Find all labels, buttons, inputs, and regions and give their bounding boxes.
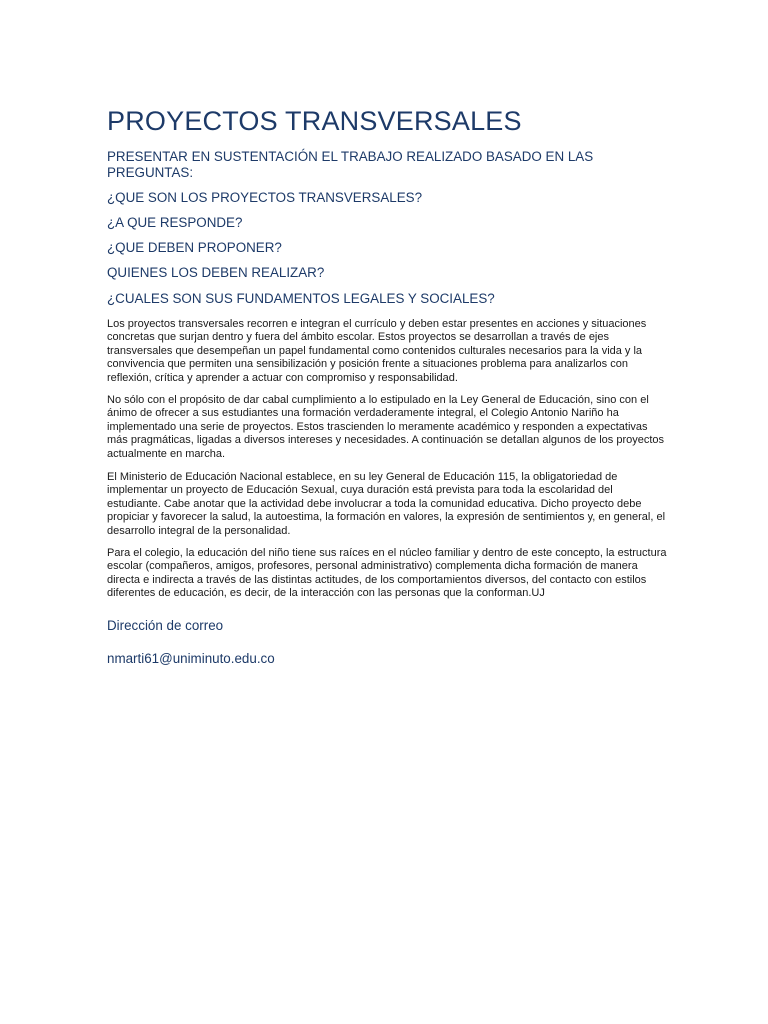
paragraph-2: No sólo con el propósito de dar cabal cumplimiento a lo estipulado en la Ley General de Educación, sino con el ánimo de ofrecer a sus estudiantes una formación verdaderamente integral, el Colegio Antonio Nariño ha implementado una serie de proyectos. Estos trascienden lo meramente académico y responden a expectativas más pragmáticas, ligadas a diversos intereses y necesidades. A continuación se detallan algunos de los proyectos actualmente en marcha. bbox=[107, 394, 665, 460]
question-3: ¿QUE DEBEN PROPONER? bbox=[107, 240, 282, 255]
paragraph-3: El Ministerio de Educación Nacional establece, en su ley General de Educación 115, la obligatoriedad de implementar un proyecto de Educación Sexual, cuya duración está prevista para toda la escolaridad del estudiante. Cabe anotar que la actividad debe involucrar a toda la comunidad educativa. Dicho proyecto debe propiciar y favorecer la salud, la autoestima, la formación en valores, la expresión de sentimientos y, en general, el desarrollo integral de la personalidad. bbox=[107, 471, 666, 537]
contact-email: nmarti61@uniminuto.edu.co bbox=[107, 651, 275, 666]
paragraph-4: Para el colegio, la educación del niño tiene sus raíces en el núcleo familiar y dentro de este concepto, la estructura escolar (compañeros, amigos, profesores, personal administrativo) complementa dicha formación de manera directa e indirecta a través de las distintas actitudes, de los comportamientos diversos, del contacto con estilos diferentes de educación, es decir, de la interacción con las personas que la conforman.UJ bbox=[107, 547, 667, 600]
subtitle: PRESENTAR EN SUSTENTACIÓN EL TRABAJO REALIZADO BASADO EN LAS PREGUNTAS: bbox=[107, 149, 594, 180]
contact-label: Dirección de correo bbox=[107, 618, 224, 633]
question-2: ¿A QUE RESPONDE? bbox=[107, 215, 243, 230]
question-4: QUIENES LOS DEBEN REALIZAR? bbox=[107, 265, 325, 280]
page-title: PROYECTOS TRANSVERSALES bbox=[107, 106, 522, 136]
question-5: ¿CUALES SON SUS FUNDAMENTOS LEGALES Y SOCIALES? bbox=[107, 291, 495, 306]
question-1: ¿QUE SON LOS PROYECTOS TRANSVERSALES? bbox=[107, 190, 423, 205]
paragraph-1: Los proyectos transversales recorren e integran el currículo y deben estar presentes en acciones y situaciones concretas que surjan dentro y fuera del ámbito escolar. Estos proyectos se desarrollan a través de ejes transversales que desempeñan un papel fundamental como contenidos culturales necesarios para la vida y la convivencia que permiten una sensibilización y posición frente a situaciones problema para analizarlos con reflexión, crítica y aprender a actuar con compromiso y responsabilidad. bbox=[107, 318, 647, 384]
